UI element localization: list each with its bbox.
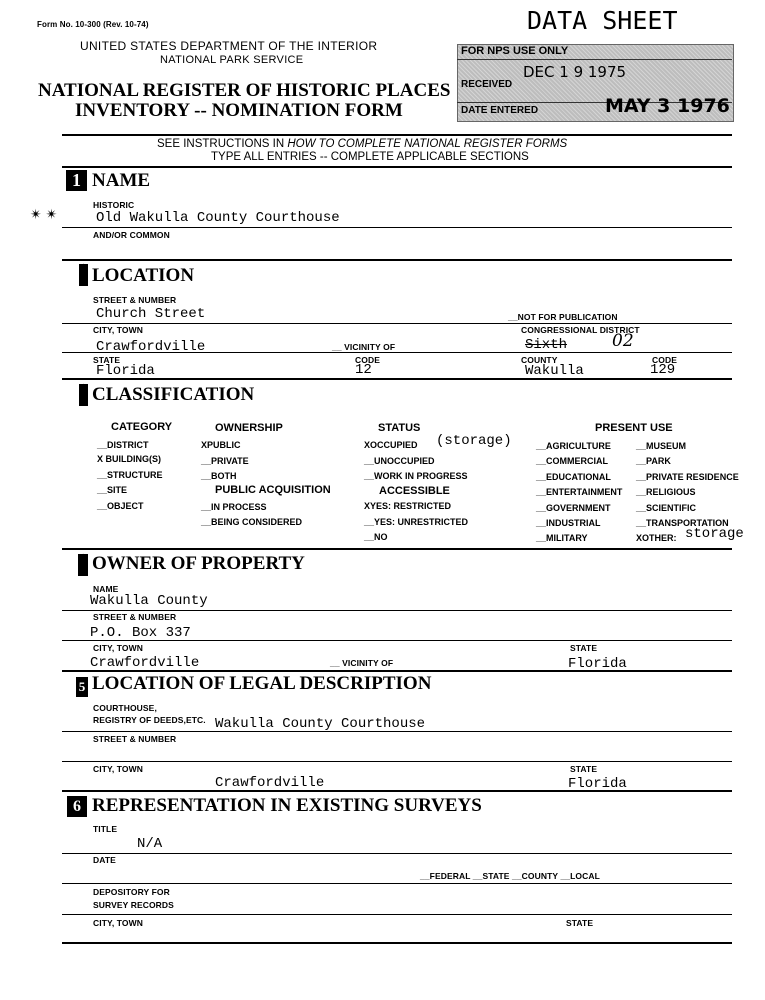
use-other: XOTHER: [636, 533, 677, 543]
section-2-number: 2 [79, 264, 88, 286]
date-entered-value: MAY 3 1976 [605, 95, 730, 117]
category-heading: CATEGORY [111, 421, 173, 433]
not-for-publication: __NOT FOR PUBLICATION [508, 312, 618, 322]
ownership-private: __PRIVATE [201, 456, 249, 466]
category-object: __OBJECT [97, 501, 144, 511]
use-military: __MILITARY [536, 533, 588, 543]
present-use-heading: PRESENT USE [595, 422, 673, 434]
section-3-title: CLASSIFICATION [92, 384, 255, 405]
ownership-both: __BOTH [201, 471, 237, 481]
accessible-heading: ACCESSIBLE [379, 485, 450, 497]
legal-state-label: STATE [570, 764, 598, 774]
ownership-heading: OWNERSHIP [215, 422, 283, 434]
use-private-residence: __PRIVATE RESIDENCE [636, 472, 739, 482]
county-code-value: 129 [650, 362, 676, 378]
owner-street-value: P.O. Box 337 [90, 625, 191, 641]
status-occupied: XOCCUPIED [364, 440, 418, 450]
category-structure: __STRUCTURE [97, 470, 163, 480]
received-date: DEC 1 9 1975 [523, 63, 627, 81]
instructions-line-2: TYPE ALL ENTRIES -- COMPLETE APPLICABLE SECTIONS [211, 151, 529, 163]
section-1-number: 1 [66, 170, 87, 191]
historic-name: Old Wakulla County Courthouse [96, 210, 340, 226]
use-educational: __EDUCATIONAL [536, 472, 611, 482]
survey-date-label: DATE [93, 855, 116, 865]
owner-state-label: STATE [570, 643, 598, 653]
form-number: Form No. 10-300 (Rev. 10-74) [37, 20, 149, 29]
legal-street-label: STREET & NUMBER [93, 734, 177, 744]
category-site: __SITE [97, 485, 128, 495]
use-religious: __RELIGIOUS [636, 487, 696, 497]
county-code-label: CODE [652, 355, 677, 365]
street-label: STREET & NUMBER [93, 295, 177, 305]
use-industrial: __INDUSTRIAL [536, 518, 601, 528]
owner-name-value: Wakulla County [90, 593, 208, 609]
owner-state-value: Florida [568, 656, 627, 672]
section-4-title: OWNER OF PROPERTY [92, 553, 305, 574]
department: UNITED STATES DEPARTMENT OF THE INTERIOR [80, 39, 378, 53]
acquisition-considered: __BEING CONSIDERED [201, 517, 303, 527]
access-unrestricted: __YES: UNRESTRICTED [364, 517, 469, 527]
use-museum: __MUSEUM [636, 441, 687, 451]
status-unoccupied: __UNOCCUPIED [364, 456, 435, 466]
code-label: CODE [355, 355, 380, 365]
survey-city-label: CITY, TOWN [93, 918, 143, 928]
county-label: COUNTY [521, 355, 558, 365]
use-transportation: __TRANSPORTATION [636, 518, 729, 528]
section-4-number: 4 [78, 554, 88, 576]
state-code-value: 12 [355, 362, 372, 378]
owner-street-label: STREET & NUMBER [93, 612, 177, 622]
legal-state-value: Florida [568, 776, 627, 792]
form-title-2: INVENTORY -- NOMINATION FORM [75, 100, 403, 121]
use-agriculture: __AGRICULTURE [536, 441, 611, 451]
survey-state-label: STATE [566, 918, 594, 928]
access-no: __NO [364, 532, 388, 542]
use-scientific: __SCIENTIFIC [636, 503, 697, 513]
owner-vicinity-label: __ VICINITY OF [330, 658, 394, 668]
section-6-number: 6 [67, 796, 87, 817]
use-commercial: __COMMERCIAL [536, 456, 609, 466]
category-buildings: X BUILDING(S) [97, 454, 161, 464]
received-label: RECEIVED [461, 79, 513, 90]
common-name-label: AND/OR COMMON [93, 230, 170, 240]
status-heading: STATUS [378, 422, 421, 434]
public-acquisition-heading: PUBLIC ACQUISITION [215, 484, 331, 496]
use-entertainment: __ENTERTAINMENT [536, 487, 623, 497]
use-government: __GOVERNMENT [536, 503, 611, 513]
margin-mark: ✴ ✴ [30, 206, 58, 222]
nps-use-label: FOR NPS USE ONLY [461, 45, 569, 57]
section-2-title: LOCATION [92, 265, 195, 286]
courthouse-label-1: COURTHOUSE, [93, 703, 157, 713]
data-sheet-stamp: DATA SHEET [527, 6, 678, 35]
county-value: Wakulla [525, 363, 584, 379]
historic-label: HISTORIC [93, 200, 135, 210]
section-1-title: NAME [92, 170, 151, 191]
owner-name-label: NAME [93, 584, 119, 594]
use-other-value: storage [685, 526, 744, 542]
legal-city-label: CITY, TOWN [93, 764, 143, 774]
owner-city-value: Crawfordville [90, 655, 200, 671]
owner-city-label: CITY, TOWN [93, 643, 143, 653]
status-work-in-progress: __WORK IN PROGRESS [364, 471, 468, 481]
depository-label-1: DEPOSITORY FOR [93, 887, 170, 897]
city-label: CITY, TOWN [93, 325, 143, 335]
form-title-1: NATIONAL REGISTER OF HISTORIC PLACES [38, 80, 451, 101]
category-district: __DISTRICT [97, 440, 149, 450]
section-5-number: 5 [76, 677, 88, 697]
street-value: Church Street [96, 306, 206, 322]
status-occupied-note: (storage) [436, 433, 512, 449]
state-value: Florida [96, 363, 155, 379]
date-entered-label: DATE ENTERED [461, 105, 539, 116]
courthouse-label-2: REGISTRY OF DEEDS,ETC. [93, 715, 206, 725]
section-5-title: LOCATION OF LEGAL DESCRIPTION [92, 673, 432, 694]
depository-label-2: SURVEY RECORDS [93, 900, 174, 910]
park-service: NATIONAL PARK SERVICE [160, 54, 304, 66]
legal-city-value: Crawfordville [215, 775, 325, 791]
courthouse-value: Wakulla County Courthouse [215, 716, 426, 732]
congressional-district-value: 02 [612, 331, 634, 351]
congressional-district-struck: Sixth [525, 337, 568, 353]
survey-title-label: TITLE [93, 824, 118, 834]
city-value: Crawfordville [96, 339, 206, 355]
congressional-district-label: CONGRESSIONAL DISTRICT [521, 325, 640, 335]
vicinity-label: __ VICINITY OF [332, 342, 396, 352]
section-3-number: 3 [79, 384, 88, 406]
instructions-line-1: SEE INSTRUCTIONS IN HOW TO COMPLETE NATIONAL REGISTER FORMS [157, 138, 568, 150]
section-6-title: REPRESENTATION IN EXISTING SURVEYS [92, 795, 482, 816]
access-restricted: XYES: RESTRICTED [364, 501, 452, 511]
survey-title-value: N/A [137, 836, 163, 852]
ownership-public: XPUBLIC [201, 440, 241, 450]
use-park: __PARK [636, 456, 671, 466]
survey-levels: __FEDERAL __STATE __COUNTY __LOCAL [420, 871, 600, 881]
acquisition-in-process: __IN PROCESS [201, 502, 267, 512]
state-label: STATE [93, 355, 121, 365]
